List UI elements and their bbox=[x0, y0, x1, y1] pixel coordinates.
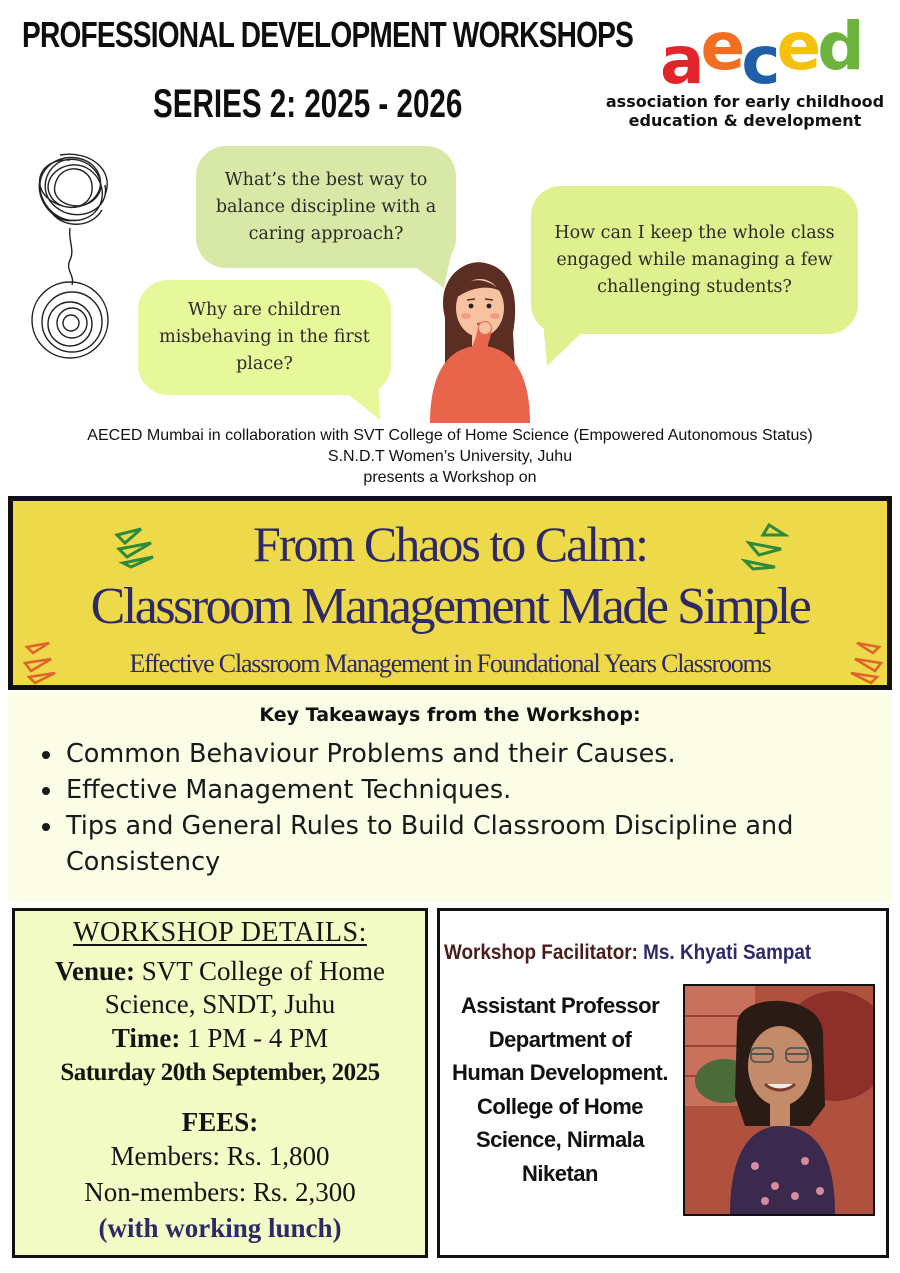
time-value: 1 PM - 4 PM bbox=[187, 1023, 329, 1053]
speech-bubble-discipline: What’s the best way to balance discipline with a caring approach? bbox=[196, 146, 456, 268]
facilitator-photo bbox=[683, 984, 875, 1216]
collab-line-2: S.N.D.T Women’s University, Juhu bbox=[327, 448, 573, 465]
lunch-note: (with working lunch) bbox=[98, 1213, 342, 1243]
speech-bubble-misbehaving: Why are children misbehaving in the first place? bbox=[138, 280, 391, 395]
facilitator-box bbox=[437, 908, 889, 1258]
thinking-woman-illustration bbox=[425, 258, 535, 423]
banner-subtitle: Effective Classroom Management in Foundational Years Classrooms bbox=[129, 649, 771, 678]
takeaway-item: Tips and General Rules to Build Classroom Discipline and Consistency bbox=[38, 808, 878, 880]
venue-text bbox=[15, 955, 425, 1021]
key-takeaways-section bbox=[8, 692, 892, 902]
takeaway-item: Effective Management Techniques. bbox=[38, 772, 878, 808]
logo-letter-c: c bbox=[741, 22, 777, 99]
logo-letter-e: e bbox=[700, 8, 742, 85]
scribble-spiral-icon bbox=[20, 140, 120, 380]
series-title: SERIES 2: 2025 - 2026 bbox=[153, 82, 463, 126]
collab-line-1: AECED Mumbai in collaboration with SVT College of Home Science (Empowered Autonomous Status) bbox=[87, 427, 813, 444]
workshop-date: Saturday 20th September, 2025 bbox=[60, 1059, 380, 1086]
workshop-details-box bbox=[12, 908, 428, 1258]
logo-caption-line2: education & development bbox=[628, 111, 862, 130]
takeaway-item: Common Behaviour Problems and their Causes. bbox=[38, 736, 878, 772]
venue-value: SVT College of Home Science, SNDT, Juhu bbox=[104, 956, 385, 1019]
title-banner bbox=[8, 496, 892, 690]
collaboration-text bbox=[0, 425, 900, 488]
venue-label: Venue: bbox=[55, 956, 136, 986]
time-label: Time: bbox=[111, 1023, 181, 1053]
non-members-fee: Non-members: Rs. 2,300 bbox=[84, 1177, 356, 1207]
banner-title-line-2: Classroom Management Made Simple bbox=[90, 578, 810, 635]
logo-letter-a: a bbox=[660, 22, 701, 99]
takeaways-heading: Key Takeaways from the Workshop: bbox=[259, 704, 641, 726]
logo-letter-d: d bbox=[817, 8, 861, 85]
aeced-logo bbox=[600, 8, 890, 133]
collab-line-3: presents a Workshop on bbox=[363, 469, 537, 486]
facilitator-label: Workshop Facilitator: bbox=[444, 941, 638, 964]
banner-title-line-1: From Chaos to Calm: bbox=[253, 516, 647, 572]
facilitator-name: Ms. Khyati Sampat bbox=[643, 941, 812, 964]
bubble-tail bbox=[328, 378, 388, 423]
bubble-tail bbox=[535, 320, 595, 370]
fees-label: FEES: bbox=[181, 1107, 259, 1137]
members-fee: Members: Rs. 1,800 bbox=[110, 1141, 330, 1171]
takeaways-list bbox=[38, 736, 878, 880]
speech-bubble-engaged: How can I keep the whole class engaged while managing a few challenging students? bbox=[531, 186, 858, 334]
logo-caption bbox=[600, 92, 890, 130]
facilitator-heading bbox=[444, 941, 844, 965]
facilitator-role: Assistant Professor Department of Human Development. College of Home Science, Nirmala Niketan bbox=[452, 993, 668, 1186]
logo-letters bbox=[660, 8, 861, 99]
header-title: PROFESSIONAL DEVELOPMENT WORKSHOPS bbox=[22, 14, 634, 55]
facilitator-portrait-image bbox=[685, 986, 873, 1214]
logo-caption-line1: association for early childhood bbox=[605, 92, 885, 111]
logo-letter-e2: e bbox=[776, 8, 818, 85]
details-heading: WORKSHOP DETAILS: bbox=[73, 917, 367, 948]
time-text bbox=[15, 1023, 425, 1054]
